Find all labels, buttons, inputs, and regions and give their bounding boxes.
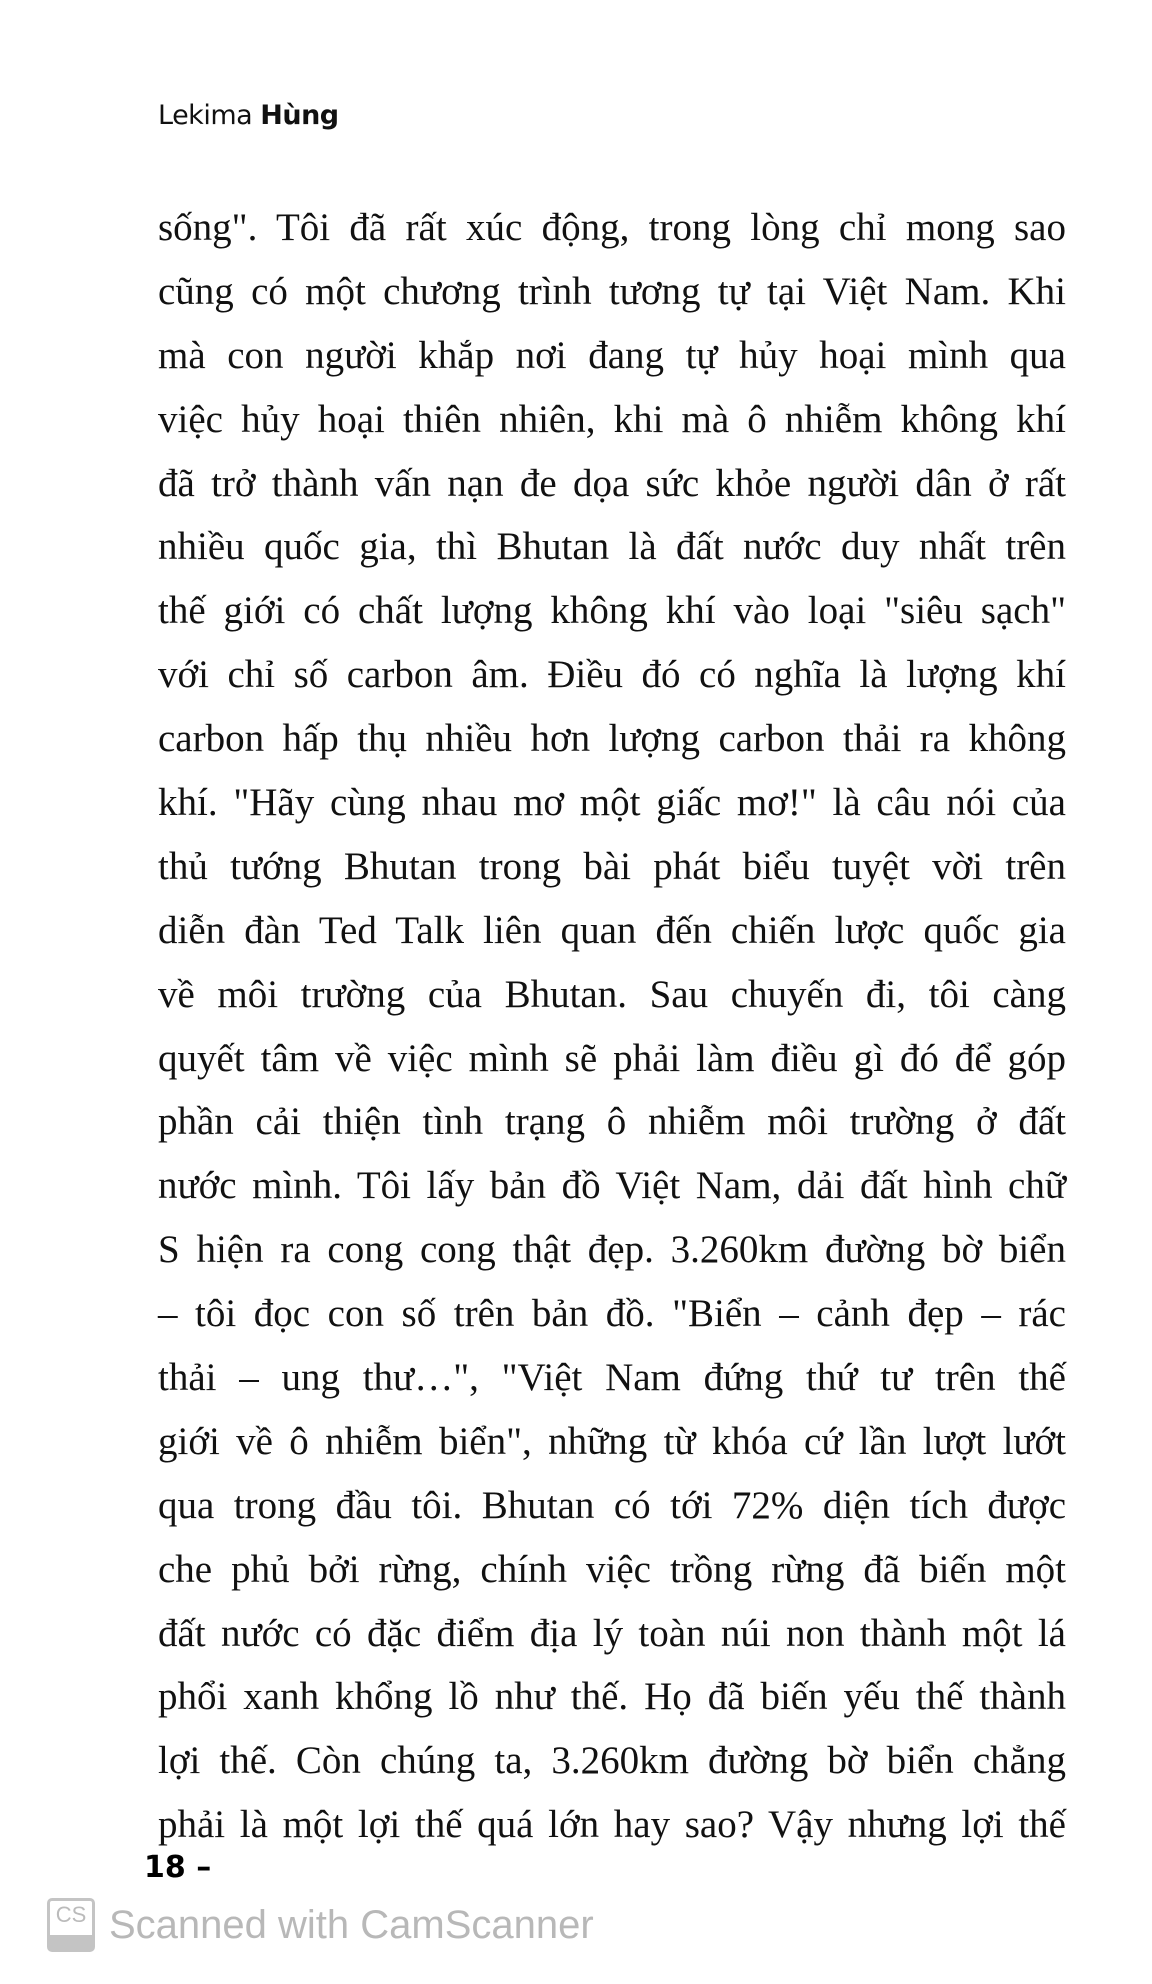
text-line: quyết tâm về việc mình sẽ phải làm điều gì đó để góp (158, 1036, 1066, 1080)
text-line: việc hủy hoại thiên nhiên, khi mà ô nhiễm không khí (158, 397, 1066, 441)
text-line: – tôi đọc con số trên bản đồ. "Biển – cảnh đẹp – rác (158, 1292, 1066, 1336)
text-line: khí. "Hãy cùng nhau mơ một giấc mơ!" là câu nói của (158, 781, 1066, 825)
watermark-text: Scanned with CamScanner (109, 1902, 594, 1947)
text-line: mà con người khắp nơi đang tự hủy hoại mình qua (158, 333, 1066, 377)
text-line: carbon hấp thụ nhiều hơn lượng carbon thải ra không (158, 717, 1066, 761)
text-line: che phủ bởi rừng, chính việc trồng rừng đã biến một (158, 1547, 1066, 1591)
text-line: với chỉ số carbon âm. Điều đó có nghĩa là lượng khí (158, 653, 1066, 697)
text-line: cũng có một chương trình tương tự tại Việt Nam. Khi (158, 269, 1066, 313)
camscanner-watermark (47, 1898, 594, 1952)
text-line: thế giới có chất lượng không khí vào loại "siêu sạch" (158, 589, 1066, 633)
camscanner-logo-icon (47, 1898, 95, 1952)
text-line: thủ tướng Bhutan trong bài phát biểu tuyệt vời trên (158, 844, 1066, 888)
author-first-name: Lekima (158, 100, 253, 131)
author-last-name: Hùng (260, 100, 339, 131)
logo-text: CS (55, 1902, 87, 1927)
text-line: nhiều quốc gia, thì Bhutan là đất nước duy nhất trên (158, 525, 1066, 569)
text-line: nước mình. Tôi lấy bản đồ Việt Nam, dải đất hình chữ (158, 1164, 1066, 1208)
text-line: đất nước có đặc điểm địa lý toàn núi non thành một lá (158, 1611, 1066, 1655)
text-line: S hiện ra cong cong thật đẹp. 3.260km đường bờ biển (158, 1228, 1066, 1272)
body-text (158, 196, 1066, 1857)
text-line: thải – ung thư…", "Việt Nam đứng thứ tư trên thế (158, 1356, 1066, 1400)
text-line: diễn đàn Ted Talk liên quan đến chiến lược quốc gia (158, 908, 1066, 952)
text-line: sống". Tôi đã rất xúc động, trong lòng chỉ mong sao (158, 206, 1066, 249)
text-line: phần cải thiện tình trạng ô nhiễm môi trường ở đất (158, 1100, 1066, 1144)
text-line: về môi trường của Bhutan. Sau chuyến đi, tôi càng (158, 972, 1066, 1016)
running-header (158, 100, 339, 131)
text-line: đã trở thành vấn nạn đe dọa sức khỏe người dân ở rất (158, 461, 1066, 505)
text-line: lợi thế. Còn chúng ta, 3.260km đường bờ biển chẳng (158, 1739, 1066, 1783)
text-line: phổi xanh khổng lồ như thế. Họ đã biến yếu thế thành (158, 1675, 1066, 1719)
text-line: qua trong đầu tôi. Bhutan có tới 72% diện tích được (158, 1483, 1066, 1527)
text-line: phải là một lợi thế quá lớn hay sao? Vậy nhưng lợi thế (158, 1803, 1066, 1847)
page-number: 18 – (144, 1850, 212, 1885)
text-line: giới về ô nhiễm biển", những từ khóa cứ lần lượt lướt (158, 1419, 1066, 1463)
